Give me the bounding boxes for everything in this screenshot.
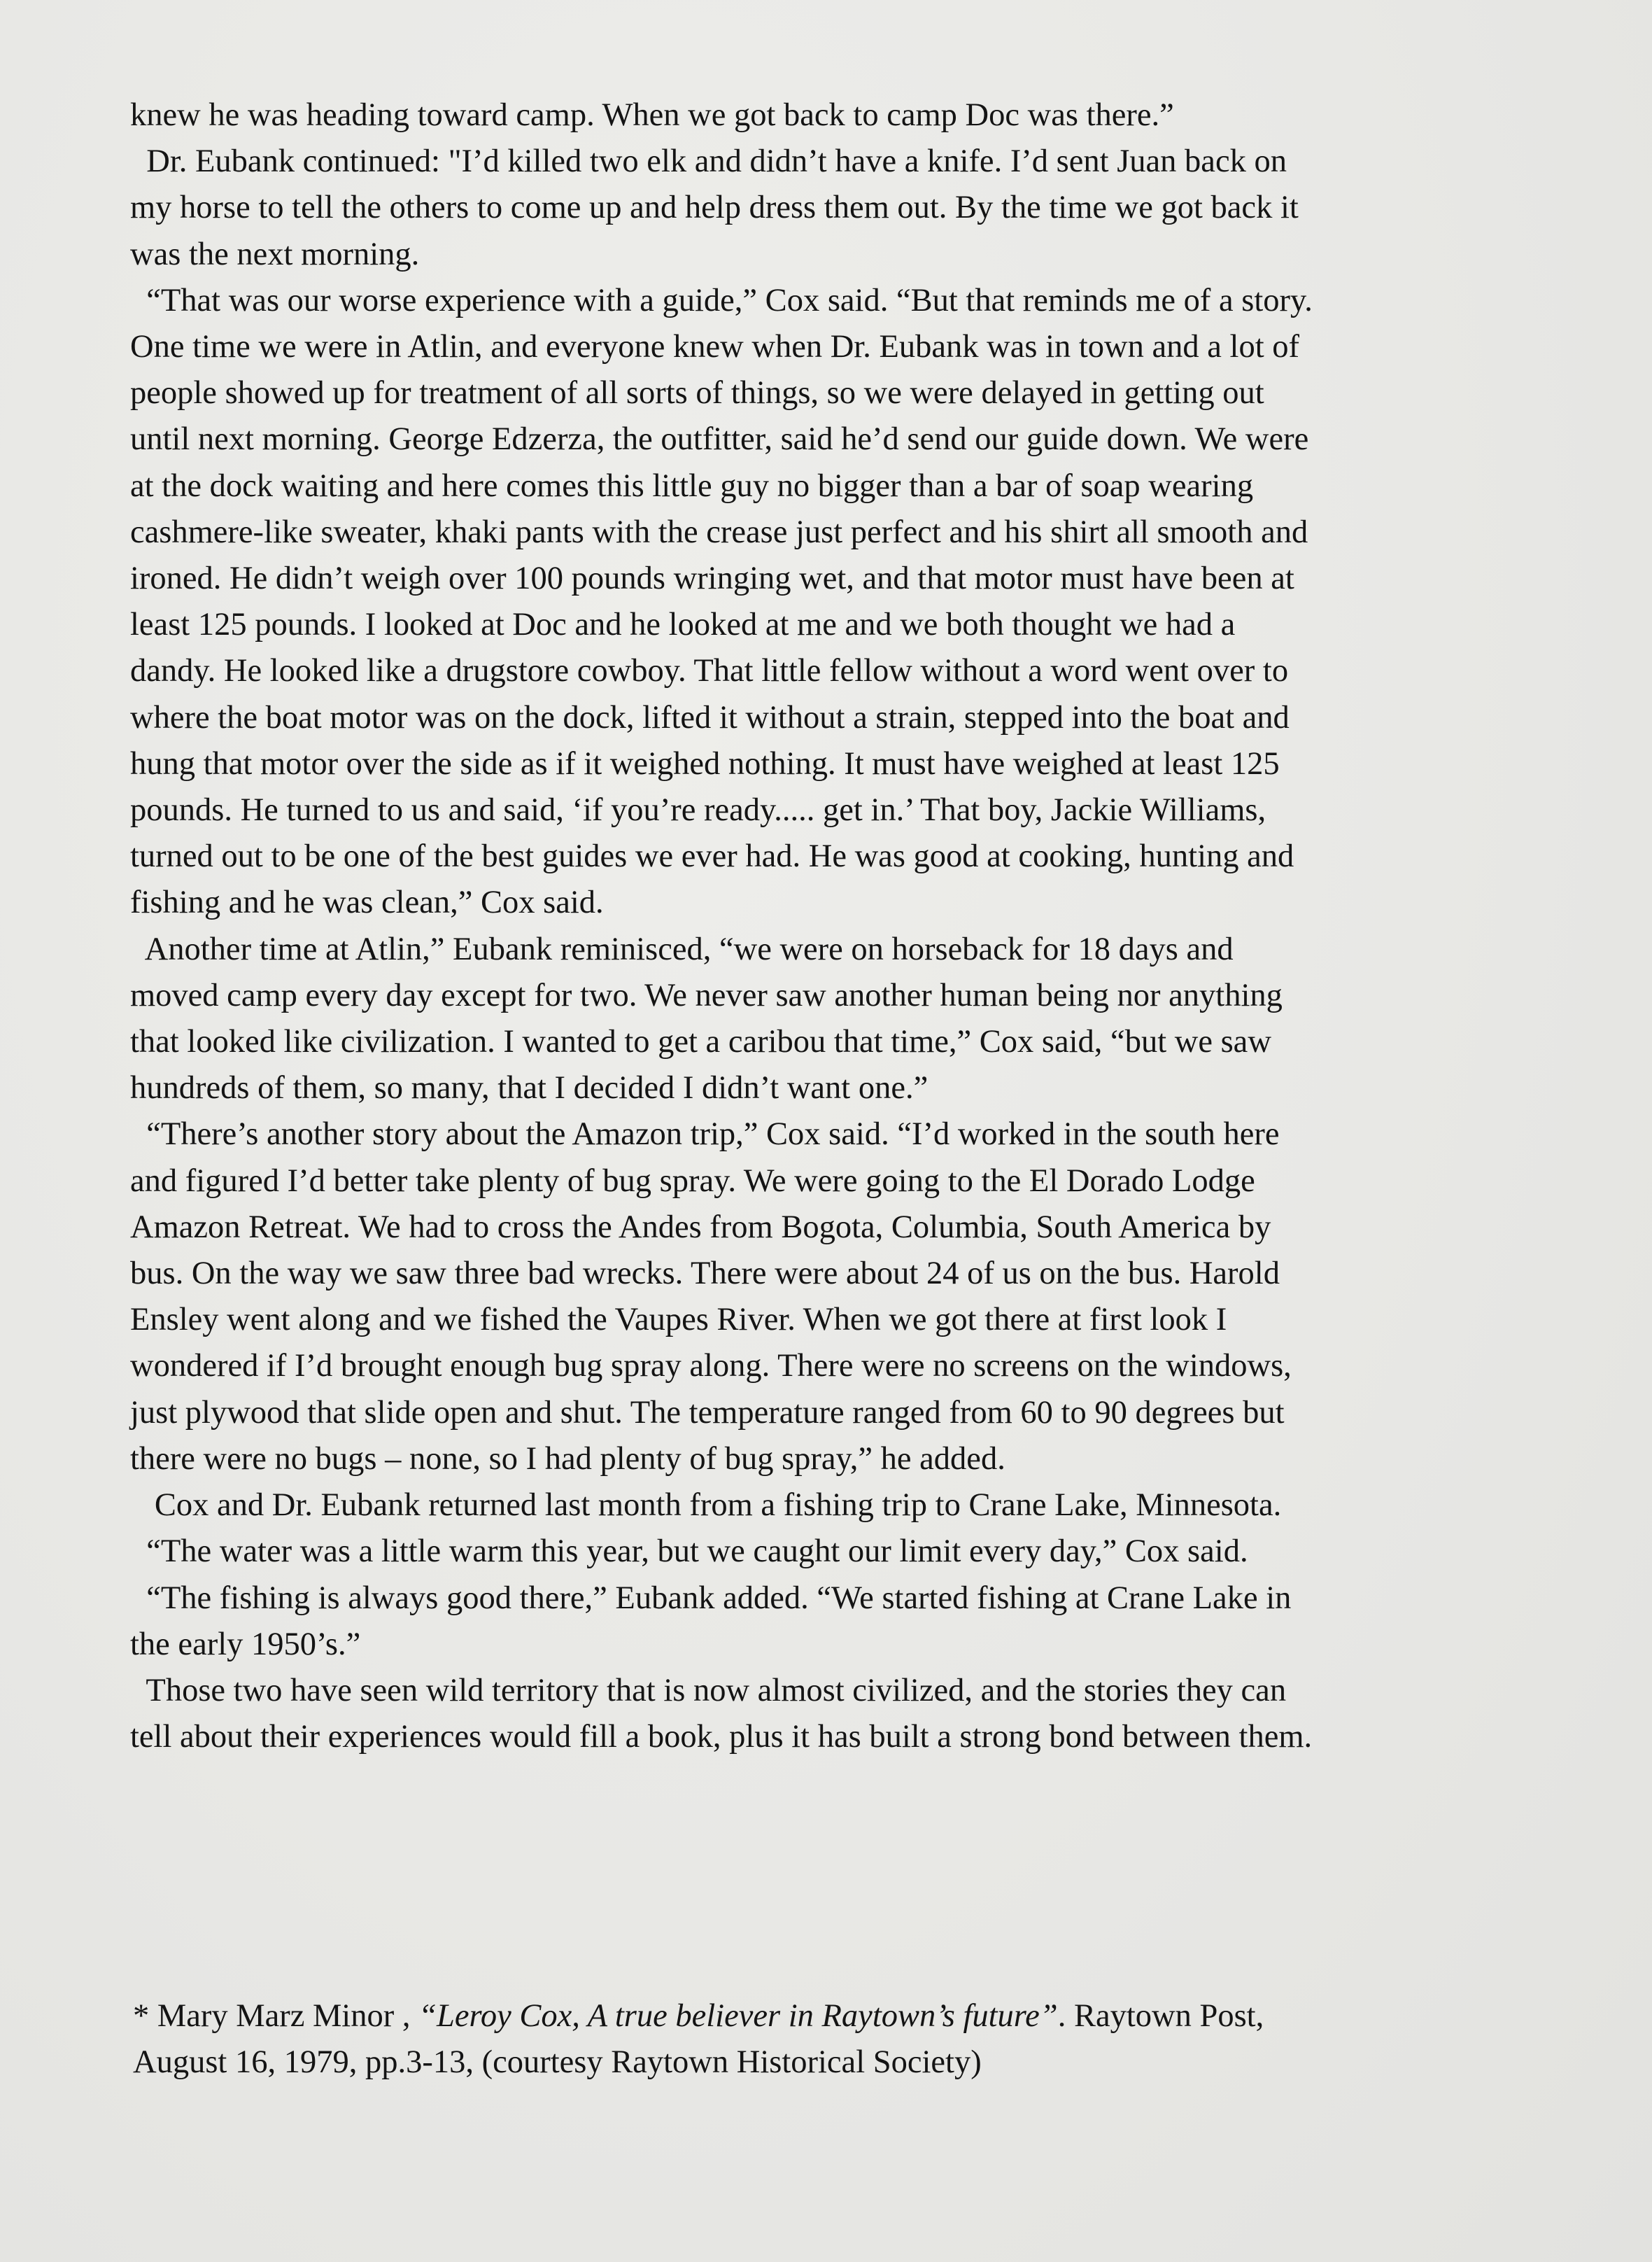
footnote-author: * Mary Marz Minor , bbox=[133, 1998, 419, 2034]
text-line: at the dock waiting and here comes this little guy no bigger than a bar of soap wearing bbox=[130, 468, 1254, 504]
text-line: ironed. He didn’t weigh over 100 pounds wringing wet, and that motor must have been at bbox=[130, 561, 1294, 597]
text-line: least 125 pounds. I looked at Doc and he looked at me and we both thought we had a bbox=[130, 607, 1236, 643]
text-line: “There’s another story about the Amazon trip,” Cox said. “I’d worked in the south here bbox=[130, 1116, 1280, 1153]
text-line: people showed up for treatment of all sorts of things, so we were delayed in getting out bbox=[130, 375, 1264, 412]
footnote-line-2: August 16, 1979, pp.3-13, (courtesy Raytown Historical Society) bbox=[133, 2044, 982, 2081]
footnote-title: “Leroy Cox, A true believer in Raytown’s future” bbox=[418, 1998, 1058, 2034]
footnote-publication: . Raytown Post, bbox=[1057, 1998, 1264, 2034]
footnote-line-1 bbox=[133, 1993, 1532, 2039]
text-line: until next morning. George Edzerza, the outfitter, said he’d send our guide down. We were bbox=[130, 421, 1309, 458]
text-line: turned out to be one of the best guides we ever had. He was good at cooking, hunting and bbox=[130, 838, 1294, 875]
text-line: there were no bugs – none, so I had plenty of bug spray,” he added. bbox=[130, 1440, 1005, 1477]
text-line: hung that motor over the side as if it weighed nothing. It must have weighed at least 125 bbox=[130, 745, 1280, 782]
text-line: where the boat motor was on the dock, lifted it without a strain, stepped into the boat and bbox=[130, 699, 1290, 736]
text-line: tell about their experiences would fill a book, plus it has built a strong bond between them. bbox=[130, 1719, 1313, 1755]
text-line: “That was our worse experience with a guide,” Cox said. “But that reminds me of a story. bbox=[130, 282, 1313, 318]
text-line: the early 1950’s.” bbox=[130, 1626, 361, 1662]
text-line: knew he was heading toward camp. When we got back to camp Doc was there.” bbox=[130, 97, 1174, 133]
text-line: bus. On the way we saw three bad wrecks. There were about 24 of us on the bus. Harold bbox=[130, 1256, 1280, 1292]
text-line: pounds. He turned to us and said, ‘if you’re ready..... get in.’ That boy, Jackie Williams, bbox=[130, 792, 1266, 829]
text-line: One time we were in Atlin, and everyone knew when Dr. Eubank was in town and a lot of bbox=[130, 329, 1299, 365]
footnote bbox=[133, 1993, 1532, 2086]
text-line: Another time at Atlin,” Eubank reminisced, “we were on horseback for 18 days and bbox=[130, 931, 1234, 967]
text-line: and figured I’d better take plenty of bug spray. We were going to the El Dorado Lodge bbox=[130, 1162, 1255, 1199]
text-line: “The water was a little warm this year, but we caught our limit every day,” Cox said. bbox=[130, 1533, 1248, 1570]
text-line: hundreds of them, so many, that I decided I didn’t want one.” bbox=[130, 1070, 929, 1107]
text-line: “The fishing is always good there,” Eubank added. “We started fishing at Crane Lake in bbox=[130, 1580, 1292, 1616]
text-line: fishing and he was clean,” Cox said. bbox=[130, 885, 604, 921]
text-line: Those two have seen wild territory that is now almost civilized, and the stories they can bbox=[130, 1672, 1287, 1708]
text-line: just plywood that slide open and shut. The temperature ranged from 60 to 90 degrees but bbox=[130, 1394, 1285, 1431]
text-line: was the next morning. bbox=[130, 236, 420, 272]
text-line: cashmere-like sweater, khaki pants with the crease just perfect and his shirt all smooth and bbox=[130, 514, 1308, 550]
text-line: Amazon Retreat. We had to cross the Andes from Bogota, Columbia, South America by bbox=[130, 1209, 1271, 1245]
text-line: Cox and Dr. Eubank returned last month from a fishing trip to Crane Lake, Minnesota. bbox=[130, 1487, 1282, 1524]
text-line: dandy. He looked like a drugstore cowboy. That little fellow without a word went over to bbox=[130, 653, 1289, 689]
text-line: that looked like civilization. I wanted to get a caribou that time,” Cox said, “but we saw bbox=[130, 1024, 1271, 1060]
article-body bbox=[130, 92, 1537, 1760]
text-line: Ensley went along and we fished the Vaupes River. When we got there at first look I bbox=[130, 1302, 1227, 1338]
text-line: my horse to tell the others to come up and help dress them out. By the time we got back it bbox=[130, 190, 1299, 226]
text-line: Dr. Eubank continued: "I’d killed two elk and didn’t have a knife. I’d sent Juan back on bbox=[130, 143, 1287, 180]
text-line: moved camp every day except for two. We never saw another human being nor anything bbox=[130, 977, 1283, 1013]
text-line: wondered if I’d brought enough bug spray along. There were no screens on the windows, bbox=[130, 1348, 1292, 1384]
